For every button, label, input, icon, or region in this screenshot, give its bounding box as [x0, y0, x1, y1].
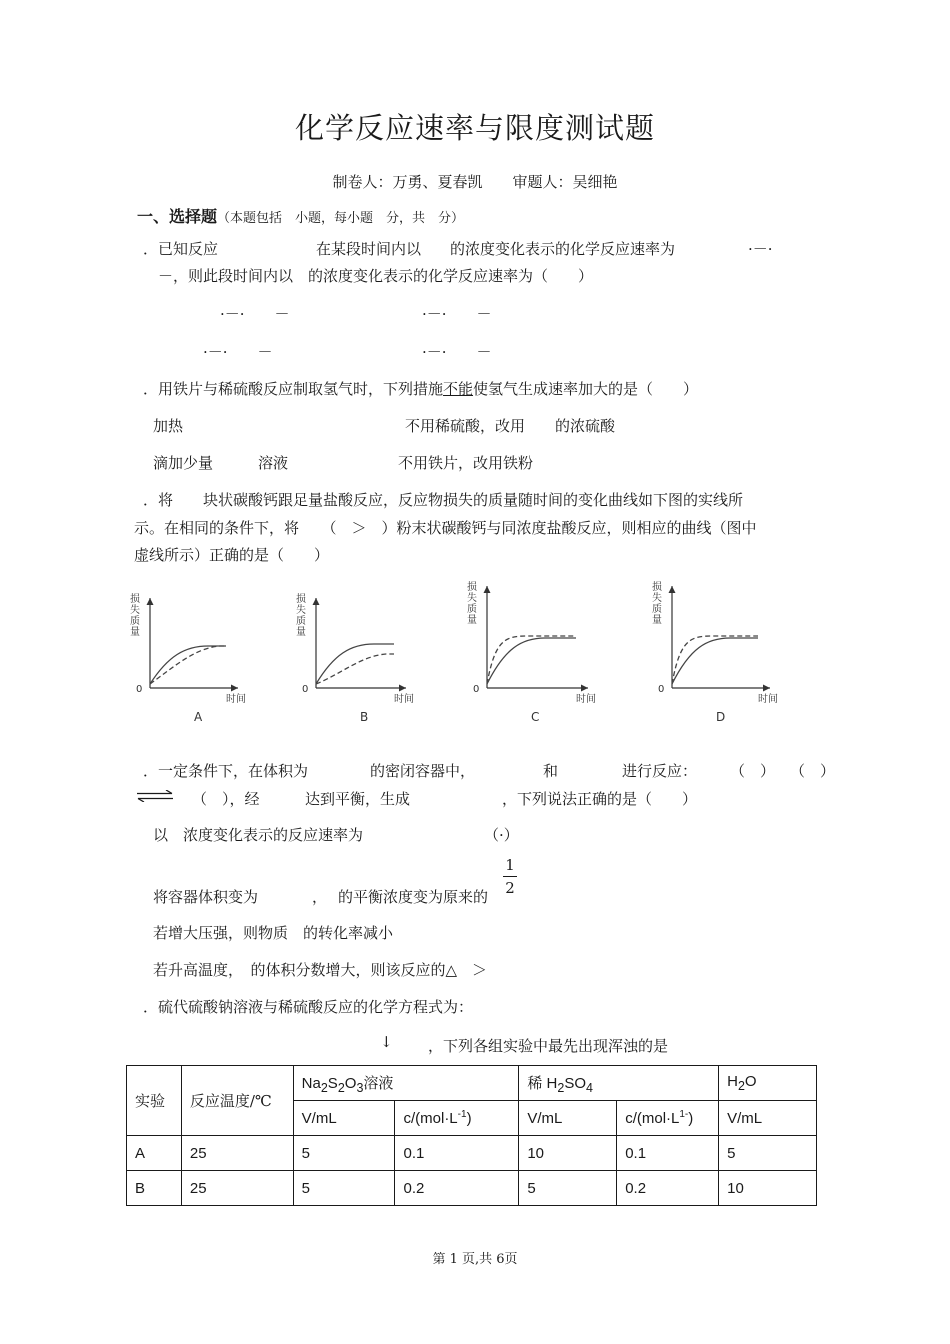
fraction-one-half [503, 856, 517, 897]
y-axis-label: 质 [652, 604, 662, 615]
section-title: 一、选择题 [137, 207, 218, 226]
panel-label: B [360, 710, 369, 724]
q3-stem-line3: 虚线所示）正确的是（ ） [134, 546, 330, 564]
header-experiment: 实验 [127, 1066, 182, 1136]
y-axis-label: 失 [296, 605, 306, 616]
y-axis-label: 质 [296, 616, 306, 627]
x-axis-label: 时间 [394, 694, 414, 705]
table-cell: A [127, 1136, 182, 1171]
section-heading [137, 204, 464, 227]
q1-stem-b: 在某段时间内以 [316, 240, 422, 258]
q4-stem-c: 和 [543, 762, 559, 780]
y-axis-label: 量 [652, 615, 662, 626]
y-axis-label: 损 [467, 582, 477, 593]
conc-label: c/(mol·L [403, 1110, 458, 1127]
q4-option-a-unit: （·） [484, 826, 519, 844]
header-h2so4: 稀 $H_2SO_4$ [519, 1066, 719, 1101]
table-cell: 25 [181, 1136, 293, 1171]
fraction-numerator: 1 [505, 856, 515, 874]
q2-option-b: 不用稀硫酸，改用 的浓硫酸 [405, 417, 616, 435]
table-cell: 5 [519, 1171, 617, 1206]
q2-option-c: 滴加少量 溶液 [153, 454, 289, 472]
q1-option-b: ·－· － [422, 305, 492, 323]
q1-option-a: ·－· － [220, 305, 290, 323]
x-axis-label: 时间 [576, 694, 596, 705]
header-temperature: 反应温度/℃ [181, 1066, 293, 1136]
table-cell: 5 [719, 1136, 817, 1171]
dashed-curve [487, 636, 576, 684]
y-axis-label: 质 [130, 616, 140, 627]
q4-line2-a: （ ），经 [192, 790, 260, 808]
subheader-volume: V/mL [293, 1101, 395, 1136]
q2-stem-a: ．用铁片与稀硫酸反应制取氢气时，下列措施 [143, 380, 444, 398]
y-axis-label: 失 [467, 593, 477, 604]
table-cell: 0.2 [395, 1171, 519, 1206]
fraction-denominator: 2 [505, 879, 515, 897]
q4-option-b-c: 的平衡浓度变为原来的 [338, 888, 489, 906]
q4-line2-b: 达到平衡，生成 [305, 790, 411, 808]
q1-option-d: ·－· － [422, 343, 492, 361]
table-cell: 0.1 [617, 1136, 719, 1171]
q2-stem-emphasis: 不能 [443, 380, 474, 398]
origin-label: 0 [658, 684, 665, 695]
y-axis-label: 损 [130, 594, 140, 605]
table-row [127, 1136, 817, 1171]
q3-stem-line2: 示。在相同的条件下，将 （ ＞ ）粉末状碳酸钙与同浓度盐酸反应，则相应的曲线（图中 [134, 519, 757, 537]
origin-label: 0 [473, 684, 480, 695]
dashed-curve [316, 654, 394, 684]
q1-stem-c: 的浓度变化表示的化学反应速率为 [450, 240, 676, 258]
conc-label-close: ) [466, 1110, 472, 1127]
header-na2s2o3: $Na_2S_2O_3$溶液 [293, 1066, 519, 1101]
header-h2o: $H_2O$ [719, 1066, 817, 1101]
subheader-concentration: $c/(mol\cdot L^{-1})$ [395, 1101, 519, 1136]
q4-option-b-b: ， [312, 888, 328, 906]
origin-label: 0 [302, 684, 309, 695]
rate-graph-panel [130, 592, 246, 724]
table-cell: 10 [719, 1171, 817, 1206]
q4-option-a: 以 浓度变化表示的反应速率为 [153, 826, 364, 844]
panel-label: C [531, 710, 540, 724]
y-axis-label: 损 [296, 594, 306, 605]
y-axis-label: 损 [652, 582, 662, 593]
q2-option-d: 不用铁片，改用铁粉 [398, 454, 534, 472]
page-footer: 第 1 页,共 6页 [432, 1252, 518, 1267]
table-header-row [127, 1066, 817, 1101]
subheader-volume: V/mL [519, 1101, 617, 1136]
q4-option-c: 若增大压强，则物质 的转化率减小 [153, 924, 394, 942]
page-title: 化学反应速率与限度测试题 [294, 111, 655, 145]
table-cell: 10 [519, 1136, 617, 1171]
table-cell: B [127, 1171, 182, 1206]
dashed-curve [672, 636, 758, 684]
q2-stem [143, 378, 698, 399]
rate-graph-panel [467, 580, 596, 724]
x-axis-label: 时间 [226, 694, 246, 705]
panel-label: A [194, 710, 203, 724]
table-row [127, 1171, 817, 1206]
q4-line2-c: ，下列说法正确的是（ ） [502, 790, 698, 808]
q1-stem-line2: －，则此段时间内以 的浓度变化表示的化学反应速率为（ ） [158, 267, 594, 285]
conc-label: c/(mol·L [625, 1110, 680, 1127]
q1-stem-a: ．已知反应 [143, 240, 219, 258]
rate-graph-panel [296, 592, 414, 724]
q4-stem-a: ．一定条件下，在体积为 [143, 762, 309, 780]
table-cell: 25 [181, 1171, 293, 1206]
subheader-volume: V/mL [719, 1101, 817, 1136]
y-axis-label: 量 [296, 627, 306, 638]
precipitate-arrow: ↓ [380, 1033, 393, 1051]
y-axis-label: 量 [467, 615, 477, 626]
table-cell: 0.1 [395, 1136, 519, 1171]
solid-curve [150, 646, 226, 684]
panel-label: D [716, 710, 726, 724]
table-cell: 5 [293, 1136, 395, 1171]
header-na2s2o3-label: 溶液 [363, 1074, 394, 1092]
fraction-bar [503, 876, 517, 877]
subheader-concentration: $c/(mol\cdot L^{1-})$ [617, 1101, 719, 1136]
q4-stem-e: （ ） （ ） [730, 762, 836, 780]
q1-stem-d: ·－· [748, 240, 773, 258]
dashed-curve [150, 646, 226, 684]
rate-graph-panel [652, 580, 778, 724]
equilibrium-arrow-icon [136, 790, 174, 802]
q4-stem-b: 的密闭容器中， [370, 762, 476, 780]
origin-label: 0 [136, 684, 143, 695]
section-note: （本题包括 小题，每小题 分，共 分） [217, 211, 465, 226]
y-axis-label: 质 [467, 604, 477, 615]
y-axis-label: 失 [130, 605, 140, 616]
q2-option-a: 加热 [153, 417, 184, 435]
q1-option-c: ·－· － [203, 343, 273, 361]
conc-label-close: ) [688, 1110, 694, 1127]
q5-stem-line2: ，下列各组实验中最先出现浑浊的是 [428, 1037, 669, 1055]
q3-stem-line1: ．将 块状碳酸钙跟足量盐酸反应，反应物损失的质量随时间的变化曲线如下图的实线所 [143, 491, 744, 509]
y-axis-label: 量 [130, 627, 140, 638]
q2-stem-b: 使氢气生成速率加大的是（ ） [473, 380, 699, 398]
table-cell: 5 [293, 1171, 395, 1206]
x-axis-label: 时间 [758, 694, 778, 705]
q5-stem-line1: ．硫代硫酸钠溶液与稀硫酸反应的化学方程式为： [143, 998, 474, 1016]
experiment-table [126, 1065, 817, 1206]
q4-stem-d: 进行反应： [622, 762, 698, 780]
header-h2so4-prefix: 稀 [527, 1074, 543, 1092]
authors-line: 制卷人：万勇、夏春凯 审题人：吴细艳 [332, 173, 618, 191]
q3-figure [120, 578, 800, 728]
table-cell: 0.2 [617, 1171, 719, 1206]
q4-option-d: 若升高温度， 的体积分数增大，则该反应的△ ＞ [153, 961, 488, 979]
q4-option-b-a: 将容器体积变为 [153, 888, 259, 906]
y-axis-label: 失 [652, 593, 662, 604]
